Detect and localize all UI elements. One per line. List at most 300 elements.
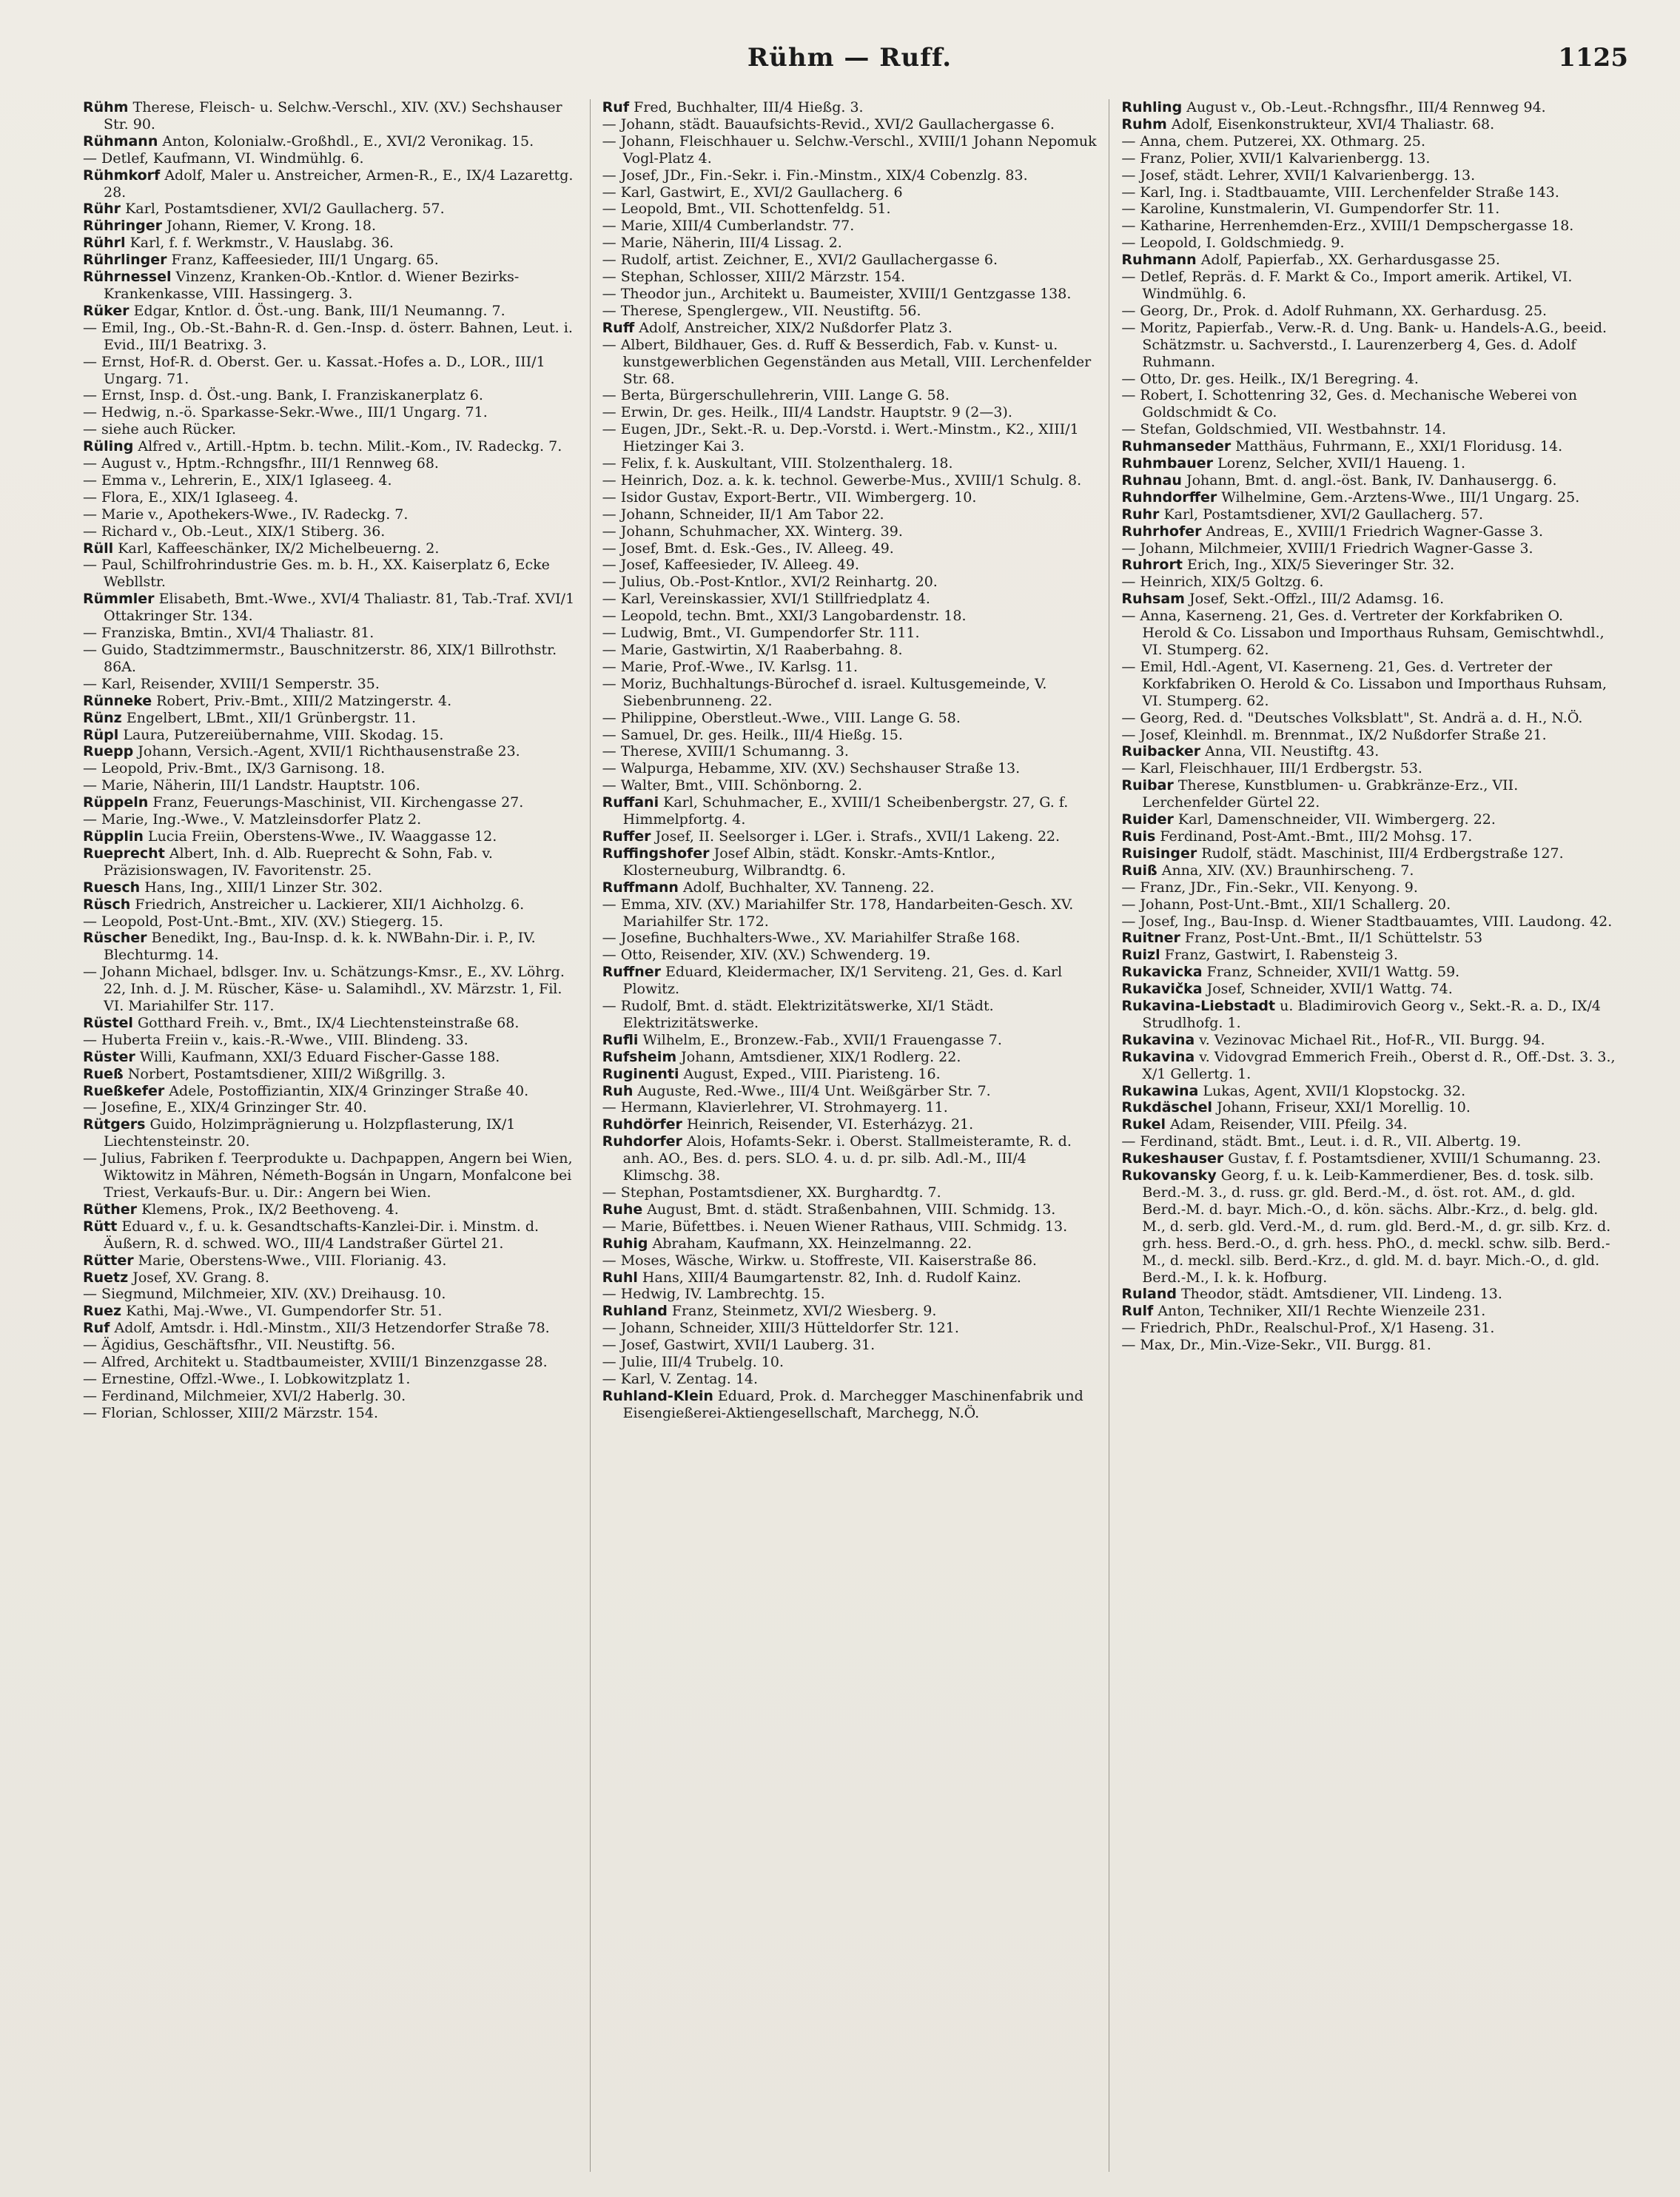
entry-surname: Rueprecht	[83, 845, 165, 862]
entry-details: — Josef, Ing., Bau-Insp. d. Wiener Stadtbauamtes, VIII. Laudong. 42.	[1121, 913, 1613, 930]
entry-details: — Florian, Schlosser, XIII/2 Märzstr. 154.	[83, 1404, 378, 1421]
entry-details: Josef, Sekt.-Offzl., III/2 Adamsg. 16.	[1184, 591, 1445, 608]
directory-entry	[602, 1049, 1098, 1066]
entry-details: August, Exped., VIII. Piaristeng. 16.	[679, 1065, 941, 1082]
directory-entry	[83, 964, 578, 1015]
entry-surname: Ruf	[602, 99, 630, 115]
directory-entry	[1121, 184, 1616, 201]
directory-entry	[83, 540, 578, 557]
directory-entry	[602, 506, 1098, 523]
entry-details: Robert, Priv.-Bmt., XIII/2 Matzingerstr. 4.	[152, 692, 452, 709]
directory-entry	[1121, 150, 1616, 167]
entry-details: — Josef, Gastwirt, XVII/1 Lauberg. 31.	[602, 1337, 876, 1354]
entry-details: — Otto, Dr. ges. Heilk., IX/1 Beregring. 4.	[1121, 370, 1419, 387]
entry-details: — Johann, Schneider, XIII/3 Hütteldorfer Str. 121.	[602, 1320, 959, 1337]
directory-entry	[602, 1320, 1098, 1337]
entry-details: Rudolf, städt. Maschinist, III/4 Erdbergstraße 127.	[1197, 845, 1564, 862]
entry-details: August v., Ob.-Leut.-Rchngsfhr., III/4 Rennweg 94.	[1182, 99, 1546, 115]
directory-entry	[83, 693, 578, 710]
directory-entry	[83, 642, 578, 676]
directory-columns	[71, 99, 1628, 2172]
directory-entry	[602, 1388, 1098, 1422]
directory-entry	[602, 252, 1098, 269]
entry-details: — Johann, Milchmeier, XVIII/1 Friedrich Wagner-Gasse 3.	[1121, 540, 1533, 557]
directory-entry	[1121, 930, 1616, 947]
entry-surname: Ruginenti	[602, 1065, 679, 1082]
entry-details: — Therese, Spenglergew., VII. Neustiftg. 56.	[602, 302, 921, 319]
entry-details: — Anna, chem. Putzerei, XX. Othmarg. 25.	[1121, 133, 1426, 150]
directory-entry	[1121, 1286, 1616, 1303]
entry-surname: Ruis	[1121, 828, 1156, 845]
entry-surname: Rukeshauser	[1121, 1150, 1224, 1167]
entry-details: — Julius, Fabriken f. Teerprodukte u. Dachpappen, Angern bei Wien, Wiktowitz in Mähren, Németh-Bogsán in Ungarn, Monfalcone bei Triest, Verkaufs-Bur. u. Dir.: Angern bei Wien.	[83, 1150, 573, 1201]
entry-details: Abraham, Kaufmann, XX. Heinzelmanng. 22.	[648, 1235, 972, 1252]
entry-details: Vinzenz, Kranken-Ob.-Kntlor. d. Wiener Bezirks-Krankenkasse, VIII. Hassingerg. 3.	[104, 269, 520, 302]
directory-entry	[83, 930, 578, 964]
directory-entry	[83, 404, 578, 421]
entry-surname: Rüster	[83, 1048, 135, 1065]
directory-entry	[602, 896, 1098, 930]
directory-entry	[1121, 421, 1616, 438]
entry-details: — Johann, Post-Unt.-Bmt., XII/1 Schallerg. 20.	[1121, 896, 1451, 913]
entry-surname: Rukavička	[1121, 981, 1203, 998]
entry-details: Willi, Kaufmann, XXI/3 Eduard Fischer-Gasse 188.	[135, 1048, 500, 1065]
entry-surname: Rukavina	[1121, 1048, 1195, 1065]
directory-entry	[1121, 998, 1616, 1032]
directory-entry	[602, 659, 1098, 676]
directory-entry	[83, 201, 578, 218]
entry-details: — Karl, Fleischhauer, III/1 Erdbergstr. 53.	[1121, 760, 1422, 777]
entry-details: Auguste, Red.-Wwe., III/4 Unt. Weißgärber Str. 7.	[633, 1082, 991, 1099]
entry-surname: Rührnessel	[83, 269, 172, 286]
entry-surname: Rukavina-Liebstadt	[1121, 998, 1276, 1015]
directory-entry	[1121, 828, 1616, 845]
entry-details: — Emil, Hdl.-Agent, VI. Kaserneng. 21, Ges. d. Vertreter der Korkfabriken O. Herold & Co. Lissabon und Importhaus Ruhsam, VI. Stumperg. 62.	[1121, 658, 1607, 709]
entry-surname: Ruhrort	[1121, 557, 1183, 574]
entry-details: Wilhelm, E., Bronzew.-Fab., XVII/1 Frauengasse 7.	[638, 1031, 1002, 1048]
directory-entry	[83, 1032, 578, 1049]
entry-surname: Ruhland-Klein	[602, 1387, 713, 1404]
directory-entry	[83, 1201, 578, 1218]
entry-surname: Rühringer	[83, 218, 162, 235]
directory-entry	[83, 167, 578, 201]
entry-surname: Rütter	[83, 1252, 134, 1269]
directory-entry	[602, 269, 1098, 286]
directory-entry	[83, 438, 578, 455]
page-header	[71, 43, 1628, 81]
directory-entry	[83, 1083, 578, 1100]
directory-entry	[1121, 387, 1616, 421]
entry-surname: Ruffingshofer	[602, 845, 710, 862]
entry-details: — Huberta Freiin v., kais.-R.-Wwe., VIII. Blindeng. 33.	[83, 1031, 468, 1048]
directory-entry	[83, 777, 578, 794]
directory-entry	[602, 99, 1098, 116]
directory-entry	[1121, 760, 1616, 777]
entry-surname: Rüsch	[83, 896, 131, 913]
entry-details: — Franz, JDr., Fin.-Sekr., VII. Kenyong. 9.	[1121, 879, 1418, 896]
entry-details: Alfred v., Artill.-Hptm. b. techn. Milit.-Kom., IV. Radeckg. 7.	[133, 438, 562, 455]
directory-entry	[1121, 133, 1616, 150]
entry-surname: Rümmler	[83, 591, 155, 608]
entry-details: — Heinrich, Doz. a. k. k. technol. Gewerbe-Mus., XVIII/1 Schulg. 8.	[602, 472, 1082, 489]
entry-surname: Ruf	[83, 1320, 110, 1337]
directory-entry	[1121, 981, 1616, 998]
directory-entry	[83, 133, 578, 150]
entry-details: — Julie, III/4 Trubelg. 10.	[602, 1354, 784, 1371]
entry-details: — Rudolf, Bmt. d. städt. Elektrizitätswerke, XI/1 Städt. Elektrizitätswerke.	[602, 998, 994, 1031]
entry-details: Franz, Post-Unt.-Bmt., II/1 Schüttelstr. 53	[1180, 930, 1483, 947]
directory-entry	[1121, 1099, 1616, 1116]
directory-entry	[602, 1116, 1098, 1133]
entry-details: Gotthard Freih. v., Bmt., IX/4 Liechtensteinstraße 68.	[132, 1014, 520, 1031]
directory-entry	[602, 116, 1098, 133]
directory-entry	[1121, 710, 1616, 727]
entry-details: — Richard v., Ob.-Leut., XIX/1 Stiberg. 36.	[83, 523, 386, 540]
directory-entry	[1121, 523, 1616, 540]
entry-surname: Rukawina	[1121, 1082, 1199, 1099]
directory-entry	[1121, 1032, 1616, 1049]
entry-surname: Rueßkefer	[83, 1082, 165, 1099]
entry-surname: Rühm	[83, 99, 129, 115]
entry-surname: Rütt	[83, 1218, 118, 1235]
directory-entry	[83, 1320, 578, 1337]
directory-entry	[83, 676, 578, 693]
directory-entry	[83, 557, 578, 591]
entry-details: — Ägidius, Geschäftsfhr., VII. Neustiftg. 56.	[83, 1337, 395, 1354]
directory-entry	[1121, 879, 1616, 896]
directory-entry	[83, 1388, 578, 1405]
entry-surname: Rühmann	[83, 133, 158, 150]
entry-details: v. Vidovgrad Emmerich Freih., Oberst d. R., Off.-Dst. 3. 3., X/1 Gellertg. 1.	[1142, 1048, 1616, 1082]
entry-surname: Ruffer	[602, 828, 651, 845]
directory-entry	[1121, 913, 1616, 930]
entry-details: Adolf, Amtsdr. i. Hdl.-Minstm., XII/3 Hetzendorfer Straße 78.	[110, 1320, 550, 1337]
entry-surname: Rukavicka	[1121, 964, 1203, 981]
directory-entry	[602, 455, 1098, 472]
entry-surname: Rüker	[83, 302, 130, 319]
entry-details: Guido, Holzimprägnierung u. Holzpflasterung, IX/1 Liechtensteinstr. 20.	[104, 1116, 516, 1150]
entry-details: Lucia Freiin, Oberstens-Wwe., IV. Waaggasse 12.	[143, 828, 497, 845]
entry-details: Theodor, städt. Amtsdiener, VII. Lindeng. 13.	[1176, 1286, 1502, 1303]
entry-details: — Emma v., Lehrerin, E., XIX/1 Iglaseeg. 4.	[83, 472, 392, 489]
entry-details: Eduard v., f. u. k. Gesandtschafts-Kanzlei-Dir. i. Minstm. d. Äußern, R. d. schwed. WO., III/4 Landstraßer Gürtel 21.	[104, 1218, 540, 1252]
entry-details: Josef, XV. Grang. 8.	[128, 1269, 269, 1286]
entry-details: Adam, Reisender, VIII. Pfeilg. 34.	[1166, 1116, 1408, 1133]
directory-entry	[1121, 574, 1616, 591]
entry-details: — Marie, Näherin, III/1 Landstr. Hauptstr. 106.	[83, 777, 420, 794]
directory-entry	[1121, 964, 1616, 981]
entry-details: — Leopold, I. Goldschmiedg. 9.	[1121, 235, 1345, 252]
directory-entry	[602, 1201, 1098, 1218]
directory-entry	[1121, 438, 1616, 455]
directory-entry	[602, 303, 1098, 320]
entry-details: Heinrich, Reisender, VI. Esterházyg. 21.	[682, 1116, 974, 1133]
directory-entry	[602, 421, 1098, 455]
entry-details: — Felix, f. k. Auskultant, VIII. Stolzenthalerg. 18.	[602, 455, 953, 472]
entry-details: — Heinrich, XIX/5 Goltzg. 6.	[1121, 574, 1324, 591]
directory-entry	[1121, 116, 1616, 133]
entry-details: — Walter, Bmt., VIII. Schönborng. 2.	[602, 777, 862, 794]
entry-details: August, Bmt. d. städt. Straßenbahnen, VIII. Schmidg. 13.	[642, 1201, 1056, 1218]
directory-entry	[602, 387, 1098, 404]
entry-surname: Ruhe	[602, 1201, 643, 1218]
directory-entry	[602, 947, 1098, 964]
directory-entry	[83, 1099, 578, 1116]
entry-surname: Ruff	[602, 319, 635, 336]
directory-entry	[602, 184, 1098, 201]
entry-details: Klemens, Prok., IX/2 Beethoveng. 4.	[137, 1201, 399, 1218]
directory-entry	[602, 218, 1098, 235]
entry-details: — Leopold, Bmt., VII. Schottenfeldg. 51.	[602, 201, 891, 218]
entry-details: — Erwin, Dr. ges. Heilk., III/4 Landstr. Hauptstr. 9 (2—3).	[602, 404, 1012, 421]
entry-details: Engelbert, LBmt., XII/1 Grünbergstr. 11.	[121, 709, 417, 726]
directory-entry	[602, 777, 1098, 794]
entry-details: — Karoline, Kunstmalerin, VI. Gumpendorfer Str. 11.	[1121, 201, 1500, 218]
directory-entry	[602, 574, 1098, 591]
entry-details: — Hermann, Klavierlehrer, VI. Strohmayerg. 11.	[602, 1099, 948, 1116]
entry-details: — Philippine, Oberstleut.-Wwe., VIII. Lange G. 58.	[602, 709, 961, 726]
directory-entry	[83, 1371, 578, 1388]
entry-details: — Berta, Bürgerschullehrerin, VIII. Lange G. 58.	[602, 387, 950, 404]
entry-surname: Ruhland	[602, 1303, 668, 1320]
entry-details: — Therese, XVIII/1 Schumanng. 3.	[602, 743, 849, 760]
directory-entry	[602, 828, 1098, 845]
entry-surname: Rütgers	[83, 1116, 146, 1133]
directory-entry	[602, 320, 1098, 337]
entry-details: — Detlef, Repräs. d. F. Markt & Co., Import amerik. Artikel, VI. Windmühlg. 6.	[1121, 269, 1573, 302]
directory-entry	[602, 1218, 1098, 1235]
column-middle	[590, 99, 1109, 2172]
entry-details: Marie, Oberstens-Wwe., VIII. Florianig. 43.	[133, 1252, 447, 1269]
directory-entry	[602, 964, 1098, 998]
directory-entry	[602, 235, 1098, 252]
entry-surname: Ruhdörfer	[602, 1116, 682, 1133]
directory-entry	[1121, 947, 1616, 964]
entry-surname: Ruhm	[1121, 115, 1167, 133]
directory-entry	[83, 387, 578, 404]
directory-entry	[83, 591, 578, 625]
directory-entry	[602, 794, 1098, 828]
entry-surname: Ruesch	[83, 879, 141, 896]
entry-details: — Josefine, Buchhalters-Wwe., XV. Mariahilfer Straße 168.	[602, 930, 1021, 947]
entry-details: — Stefan, Goldschmied, VII. Westbahnstr. 14.	[1121, 421, 1447, 438]
directory-entry	[602, 743, 1098, 760]
entry-details: Therese, Fleisch- u. Selchw.-Verschl., XIV. (XV.) Sechshauser Str. 90.	[104, 99, 562, 133]
entry-details: — Ernestine, Offzl.-Wwe., I. Lobkowitzplatz 1.	[83, 1370, 411, 1387]
entry-details: Ferdinand, Post-Amt.-Bmt., III/2 Mohsg. 17.	[1155, 828, 1473, 845]
entry-details: Johann, Bmt. d. angl.-öst. Bank, IV. Danhausergg. 6.	[1181, 472, 1557, 489]
entry-surname: Rühmkorf	[83, 167, 161, 184]
directory-entry	[1121, 489, 1616, 506]
entry-details: — Detlef, Kaufmann, VI. Windmühlg. 6.	[83, 150, 364, 167]
entry-surname: Rünneke	[83, 692, 152, 709]
directory-entry	[602, 625, 1098, 642]
directory-entry	[1121, 591, 1616, 608]
entry-surname: Rukovansky	[1121, 1167, 1217, 1184]
directory-entry	[602, 676, 1098, 710]
entry-details: Anton, Kolonialw.-Großhdl., E., XVI/2 Veronikag. 15.	[158, 133, 534, 150]
entry-surname: Ruetz	[83, 1269, 129, 1286]
directory-entry	[83, 506, 578, 523]
entry-details: Elisabeth, Bmt.-Wwe., XVI/4 Thaliastr. 81, Tab.-Traf. XVI/1 Ottakringer Str. 134.	[104, 591, 575, 625]
directory-entry	[1121, 303, 1616, 320]
directory-entry	[602, 1252, 1098, 1269]
entry-details: — Ferdinand, Milchmeier, XVI/2 Haberlg. 30.	[83, 1387, 406, 1404]
directory-entry	[1121, 862, 1616, 879]
directory-entry	[602, 286, 1098, 303]
directory-entry	[602, 489, 1098, 506]
entry-surname: Rüll	[83, 540, 114, 557]
directory-entry	[602, 998, 1098, 1032]
entry-details: — Theodor jun., Architekt u. Baumeister, XVIII/1 Gentzgasse 138.	[602, 285, 1072, 302]
entry-details: Karl, f. f. Werkmstr., V. Hauslabg. 36.	[125, 235, 394, 252]
directory-entry	[602, 337, 1098, 388]
directory-entry	[83, 150, 578, 167]
column-right	[1109, 99, 1628, 2172]
directory-entry	[602, 540, 1098, 557]
entry-details: — Josef, Bmt. d. Esk.-Ges., IV. Alleeg. 49.	[602, 540, 894, 557]
directory-entry	[1121, 1083, 1616, 1100]
directory-entry	[1121, 320, 1616, 371]
directory-entry	[602, 1066, 1098, 1083]
entry-details: — Alfred, Architekt u. Stadtbaumeister, XVIII/1 Binzenzgasse 28.	[83, 1354, 548, 1371]
directory-entry	[83, 489, 578, 506]
entry-details: — Guido, Stadtzimmermstr., Bauschnitzerstr. 86, XIX/1 Billrothstr. 86A.	[83, 642, 557, 675]
entry-details: — Johann, Schuhmacher, XX. Winterg. 39.	[602, 523, 903, 540]
directory-entry	[602, 1099, 1098, 1116]
entry-details: u. Bladimirovich Georg v., Sekt.-R. a. D., IX/4 Strudlhofg. 1.	[1142, 998, 1601, 1031]
directory-entry	[602, 1269, 1098, 1287]
entry-surname: Rulf	[1121, 1303, 1154, 1320]
entry-surname: Rührl	[83, 235, 126, 252]
entry-details: — Marie, Prof.-Wwe., IV. Karlsg. 11.	[602, 658, 859, 675]
directory-entry	[1121, 540, 1616, 557]
entry-details: v. Vezinovac Michael Rit., Hof-R., VII. Burgg. 94.	[1195, 1031, 1545, 1048]
directory-entry	[1121, 1303, 1616, 1320]
directory-entry	[1121, 1320, 1616, 1337]
entry-details: Adolf, Eisenkonstrukteur, XVI/4 Thaliastr. 68.	[1166, 115, 1495, 133]
entry-details: Franz, Kaffeesieder, III/1 Ungarg. 65.	[167, 252, 439, 269]
directory-entry	[602, 523, 1098, 540]
directory-entry	[602, 133, 1098, 167]
directory-entry	[1121, 1049, 1616, 1083]
entry-details: — Johann, Fleischhauer u. Selchw.-Verschl., XVIII/1 Johann Nepomuk Vogl-Platz 4.	[602, 133, 1097, 167]
directory-entry	[83, 1354, 578, 1371]
entry-surname: Rufsheim	[602, 1048, 677, 1065]
entry-details: — Moses, Wäsche, Wirkw. u. Stoffreste, VII. Kaiserstraße 86.	[602, 1252, 1037, 1269]
entry-details: — Marie, XIII/4 Cumberlandstr. 77.	[602, 218, 855, 235]
entry-details: — Siegmund, Milchmeier, XIV. (XV.) Dreihausg. 10.	[83, 1286, 446, 1303]
entry-surname: Ruitner	[1121, 930, 1180, 947]
entry-details: Franz, Gastwirt, I. Rabensteig 3.	[1160, 947, 1398, 964]
entry-details: — Hedwig, n.-ö. Sparkasse-Sekr.-Wwe., III/1 Ungarg. 71.	[83, 404, 488, 421]
directory-entry	[83, 1269, 578, 1287]
directory-entry	[602, 201, 1098, 218]
directory-entry	[1121, 1133, 1616, 1150]
directory-entry	[83, 1066, 578, 1083]
entry-details: — Stephan, Schlosser, XIII/2 Märzstr. 154.	[602, 269, 906, 286]
directory-entry	[602, 727, 1098, 744]
entry-details: Franz, Schneider, XVII/1 Wattg. 59.	[1202, 964, 1460, 981]
entry-details: — Georg, Dr., Prok. d. Adolf Ruhmann, XX. Gerhardusg. 25.	[1121, 302, 1548, 319]
directory-entry	[83, 421, 578, 438]
directory-entry	[83, 727, 578, 744]
directory-entry	[83, 269, 578, 303]
entry-surname: Ruibar	[1121, 777, 1174, 794]
entry-details: — Karl, Gastwirt, E., XVI/2 Gaullacherg. 6	[602, 184, 903, 201]
directory-entry	[602, 608, 1098, 625]
directory-entry	[1121, 727, 1616, 744]
directory-entry	[83, 1337, 578, 1354]
entry-surname: Rukel	[1121, 1116, 1166, 1133]
entry-surname: Ruhndorffer	[1121, 489, 1217, 506]
entry-details: Alois, Hofamts-Sekr. i. Oberst. Stallmeisteramte, R. d. anh. AO., Bes. d. pers. SLO. 4. u. d. pr. silb. Adl.-M., III/4 Klimschg. 38.	[622, 1133, 1072, 1184]
directory-entry	[1121, 743, 1616, 760]
entry-details: — Georg, Red. d. "Deutsches Volksblatt", St. Andrä a. d. H., N.Ö.	[1121, 709, 1583, 726]
entry-details: Franz, Steinmetz, XVI/2 Wiesberg. 9.	[667, 1303, 937, 1320]
directory-entry	[83, 1150, 578, 1201]
directory-entry	[83, 1303, 578, 1320]
entry-details: Josef Albin, städt. Konskr.-Amts-Kntlor., Klosterneuburg, Wilbrandtg. 6.	[622, 845, 995, 879]
entry-details: Benedikt, Ing., Bau-Insp. d. k. k. NWBahn-Dir. i. P., IV. Blechturmg. 14.	[104, 930, 536, 964]
directory-entry	[83, 523, 578, 540]
entry-details: — Rudolf, artist. Zeichner, E., XVI/2 Gaullachergasse 6.	[602, 252, 998, 269]
directory-entry	[83, 1049, 578, 1066]
entry-details: Karl, Kaffeeschänker, IX/2 Michelbeuerng. 2.	[113, 540, 440, 557]
entry-surname: Rührlinger	[83, 252, 167, 269]
entry-details: Karl, Postamtsdiener, XVI/2 Gaullacherg. 57.	[121, 201, 445, 218]
directory-entry	[1121, 557, 1616, 574]
directory-entry	[1121, 845, 1616, 862]
entry-surname: Ruh	[602, 1082, 634, 1099]
directory-entry	[602, 1133, 1098, 1184]
entry-surname: Ruffner	[602, 964, 662, 981]
entry-surname: Rueß	[83, 1065, 124, 1082]
entry-details: Hans, XIII/4 Baumgartenstr. 82, Inh. d. Rudolf Kainz.	[637, 1269, 1021, 1286]
directory-entry	[602, 1371, 1098, 1388]
entry-surname: Ruland	[1121, 1286, 1177, 1303]
directory-entry	[83, 625, 578, 642]
entry-details: Adolf, Buchhalter, XV. Tanneng. 22.	[678, 879, 935, 896]
entry-details: — Johann Michael, bdlsger. Inv. u. Schätzungs-Kmsr., E., XV. Löhrg. 22, Inh. d. J. M. Rüscher, Käse- u. Salamihdl., XV. Märzstr. 1, Fil. VI. Mariahilfer Str. 117.	[83, 964, 565, 1015]
directory-entry	[1121, 201, 1616, 218]
entry-details: — Johann, städt. Bauaufsichts-Revid., XVI/2 Gaullachergasse 6.	[602, 115, 1055, 133]
entry-details: Matthäus, Fuhrmann, E., XXI/1 Floridusg. 14.	[1231, 438, 1563, 455]
entry-details: — Friedrich, PhDr., Realschul-Prof., X/1 Haseng. 31.	[1121, 1320, 1495, 1337]
directory-entry	[602, 760, 1098, 777]
directory-entry	[602, 1032, 1098, 1049]
entry-details: — Ludwig, Bmt., VI. Gumpendorfer Str. 111.	[602, 625, 920, 642]
directory-entry	[1121, 811, 1616, 828]
entry-details: — Emma, XIV. (XV.) Mariahilfer Str. 178, Handarbeiten-Gesch. XV. Mariahilfer Str. 172.	[602, 896, 1074, 930]
entry-surname: Ruffmann	[602, 879, 679, 896]
entry-details: Therese, Kunstblumen- u. Grabkränze-Erz., VII. Lerchenfelder Gürtel 22.	[1142, 777, 1519, 811]
entry-details: — Stephan, Postamtsdiener, XX. Burghardtg. 7.	[602, 1184, 941, 1201]
entry-details: — Josef, Kaffeesieder, IV. Alleeg. 49.	[602, 557, 860, 574]
directory-entry	[1121, 1116, 1616, 1133]
directory-entry	[83, 218, 578, 235]
directory-entry	[602, 404, 1098, 421]
entry-details: Edgar, Kntlor. d. Öst.-ung. Bank, III/1 Neumanng. 7.	[129, 302, 505, 319]
entry-details: Franz, Feuerungs-Maschinist, VII. Kirchengasse 27.	[148, 794, 524, 811]
entry-details: Andreas, E., XVIII/1 Friedrich Wagner-Gasse 3.	[1201, 523, 1544, 540]
directory-entry	[1121, 252, 1616, 269]
directory-entry	[1121, 1337, 1616, 1354]
entry-surname: Ruhmanseder	[1121, 438, 1232, 455]
directory-entry	[602, 1354, 1098, 1371]
directory-entry	[602, 1303, 1098, 1320]
entry-details: — August v., Hptm.-Rchngsfhr., III/1 Rennweg 68.	[83, 455, 439, 472]
